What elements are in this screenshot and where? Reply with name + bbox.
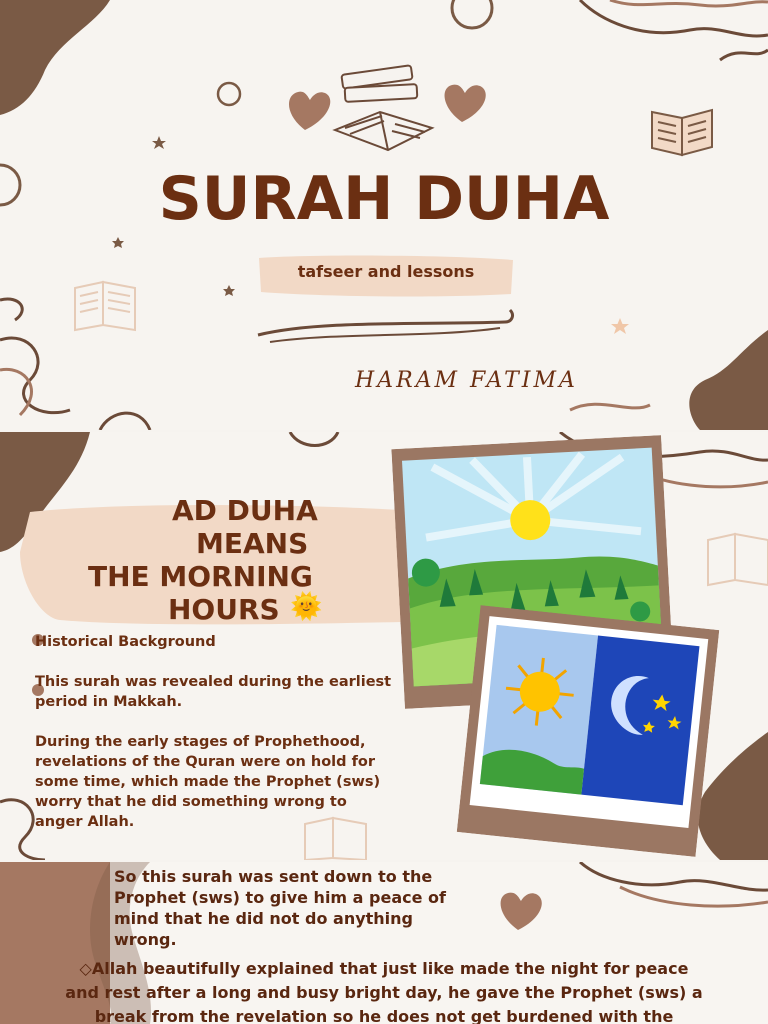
paragraph1-line2: period in Makkah. xyxy=(35,694,183,710)
paragraph1-line1: This surah was revealed during the earliest xyxy=(35,674,392,690)
sun-emoji-icon: 🌞 xyxy=(290,592,323,622)
s3-para1-line3: mind that he did not do anything xyxy=(114,909,413,928)
heading-line-1: AD DUHA xyxy=(172,494,318,527)
day-night-illustration xyxy=(457,605,720,857)
meaning-slide xyxy=(0,432,768,860)
heading-line-3: THE MORNING xyxy=(88,560,313,593)
author-name: HARAM FATIMA xyxy=(355,368,578,393)
page-title: SURAH DUHA xyxy=(158,164,610,234)
continuation-slide xyxy=(0,862,768,1024)
s3-para2-line2: and rest after a long and busy bright day, he gave the Prophet (sws) a xyxy=(65,983,703,1002)
s3-para2-line3: break from the revelation so he does not get burdened with the xyxy=(94,1007,674,1024)
heading-line-2: MEANS xyxy=(196,527,309,560)
subtitle-text: tafseer and lessons xyxy=(297,262,475,281)
heading-line-4: HOURS xyxy=(168,593,280,626)
s3-para1-line4: wrong. xyxy=(114,930,177,949)
s3-para1-line2: Prophet (sws) to give him a peace of xyxy=(114,888,446,907)
paragraph2-line3: some time, which made the Prophet (sws) xyxy=(35,774,381,790)
polaroid-day-night xyxy=(457,605,720,857)
paragraph2-line4: worry that he did something wrong to xyxy=(35,794,347,810)
title-slide xyxy=(0,0,768,430)
s3-para1-line1: So this surah was sent down to the xyxy=(114,867,433,886)
paragraph2-line1: During the early stages of Prophethood, xyxy=(35,734,366,750)
section-label: Historical Background xyxy=(35,634,216,650)
paragraph2-line2: revelations of the Quran were on hold for xyxy=(35,754,375,770)
s3-para2-line1: ◇Allah beautifully explained that just like made the night for peace xyxy=(79,959,689,978)
paragraph2-line5: anger Allah. xyxy=(35,814,135,830)
subtitle-banner xyxy=(255,252,517,300)
